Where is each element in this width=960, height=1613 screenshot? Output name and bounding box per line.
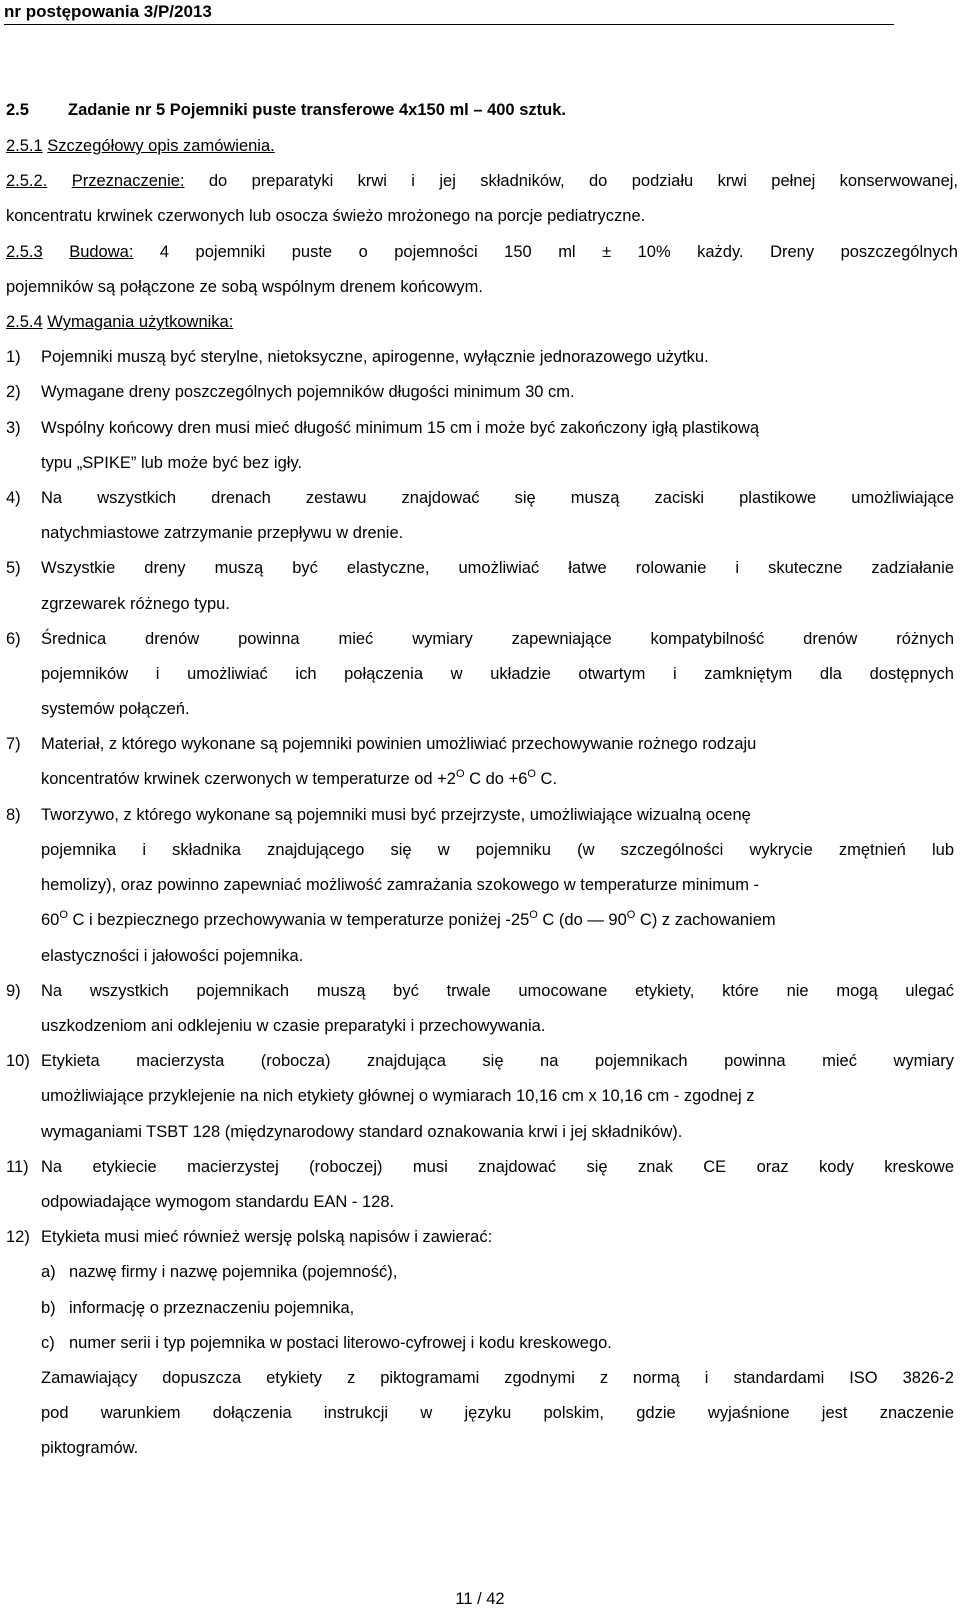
subsection-label: Przeznaczenie:	[71, 172, 185, 190]
item-number: 8)	[6, 806, 21, 824]
temperature-text: C i bezpiecznego przechowywania w temperaturze poniżej -25	[67, 911, 530, 929]
subsection-2-5-3	[6, 242, 958, 262]
page-number: 11 / 42	[455, 1590, 505, 1608]
item-10-text: Etykieta macierzysta (robocza) znajdująca się na pojemnikach powinna mieć wymiary	[41, 1052, 954, 1070]
item-2-text: Wymagane dreny poszczególnych pojemników długości minimum 30 cm.	[41, 383, 575, 401]
procedure-number: nr postępowania 3/P/2013	[4, 2, 212, 21]
subsection-label: Wymagania użytkownika:	[47, 313, 234, 331]
item-6-text: Średnica drenów powinna mieć wymiary zapewniające kompatybilność drenów różnych	[41, 630, 954, 648]
sub-item-a	[41, 1262, 954, 1282]
item-7-text: Materiał, z którego wykonane są pojemniki powinien umożliwiać przechowywanie rożnego rodzaju	[41, 735, 757, 753]
item-3-text-cont: typu „SPIKE” lub może być bez igły.	[41, 454, 303, 472]
sub-item-text: informację o przeznaczeniu pojemnika,	[69, 1299, 355, 1317]
paragraph-line: koncentratu krwinek czerwonych lub osocza świeżo mrożonego na porcje pediatryczne.	[6, 207, 646, 225]
degree-symbol: O	[626, 909, 636, 921]
item-6-text-cont: systemów połączeń.	[41, 700, 190, 718]
subsection-number: 2.5.4	[6, 313, 43, 331]
item-number: 7)	[6, 735, 21, 753]
item-12-note: Zamawiający dopuszcza etykiety z piktogramami zgodnymi z normą i standardami ISO 3826-2	[41, 1369, 954, 1387]
item-4-text-cont: natychmiastowe zatrzymanie przepływu w drenie.	[41, 524, 404, 542]
item-number: 9)	[6, 982, 21, 1000]
subsection-2-5-4	[6, 312, 958, 332]
sub-item-text: numer serii i typ pojemnika w postaci literowo-cyfrowej i kodu kreskowego.	[69, 1334, 612, 1352]
item-number: 11)	[6, 1158, 29, 1176]
subsection-label: Budowa:	[69, 243, 134, 261]
item-8-text-cont: pojemnika i składnika znajdującego się w pojemniku (w szczególności wykrycie zmętnień lub	[41, 841, 954, 859]
item-number: 3)	[6, 419, 21, 437]
subsection-title: Szczegółowy opis zamówienia.	[47, 137, 275, 155]
item-9-text-cont: uszkodzeniom ani odklejeniu w czasie preparatyki i przechowywania.	[41, 1017, 546, 1035]
section-heading	[6, 100, 958, 120]
temperature-text: C.	[535, 770, 558, 788]
degree-symbol: O	[59, 909, 68, 921]
item-8-text-cont: elastyczności i jałowości pojemnika.	[41, 947, 304, 965]
subsection-2-5-2	[6, 171, 958, 191]
sub-item-b	[41, 1298, 954, 1318]
item-number: 5)	[6, 559, 21, 577]
item-11-text-cont: odpowiadające wymogom standardu EAN - 128.	[41, 1193, 395, 1211]
subsection-number: 2.5.2.	[6, 172, 48, 190]
item-12-note-cont: piktogramów.	[41, 1439, 139, 1457]
item-12-text: Etykieta musi mieć również wersję polską napisów i zawierać:	[41, 1228, 493, 1246]
document-header	[4, 2, 894, 25]
item-number: 4)	[6, 489, 21, 507]
temperature-text: C) z zachowaniem	[635, 911, 776, 929]
item-8-text: Tworzywo, z którego wykonane są pojemniki musi być przejrzyste, umożliwiające wizualną ocenę	[41, 806, 751, 824]
item-4-text: Na wszystkich drenach zestawu znajdować się muszą zaciski plastikowe umożliwiające	[41, 489, 954, 507]
item-8-text-cont	[41, 910, 954, 930]
item-number: 1)	[6, 348, 21, 366]
item-10-text-cont: umożliwiające przyklejenie na nich etykiety głównej o wymiarach 10,16 cm x 10,16 cm - zgodnej z	[41, 1087, 755, 1105]
item-11-text: Na etykiecie macierzystej (roboczej) musi znajdować się znak CE oraz kody kreskowe	[41, 1158, 954, 1176]
item-7-text-cont	[41, 769, 954, 789]
section-number: 2.5	[6, 101, 29, 119]
sub-item-c	[41, 1333, 954, 1353]
item-number: 6)	[6, 630, 21, 648]
item-5-text: Wszystkie dreny muszą być elastyczne, umożliwiać łatwe rolowanie i skuteczne zadziałanie	[41, 559, 954, 577]
item-6-text-cont: pojemników i umożliwiać ich połączenia w układzie otwartym i zamkniętym dla dostępnych	[41, 665, 954, 683]
item-8-text-cont: hemolizy), oraz powinno zapewniać możliwość zamrażania szokowego w temperaturze minimum -	[41, 876, 760, 894]
paragraph-text: do preparatyki krwi i jej składników, do podziału krwi pełnej konserwowanej,	[184, 172, 958, 190]
item-10-text-cont: wymaganiami TSBT 128 (międzynarodowy standard oznakowania krwi i jej składników).	[41, 1123, 683, 1141]
paragraph-line: pojemników są połączone ze sobą wspólnym drenem końcowym.	[6, 278, 483, 296]
item-3-text: Wspólny końcowy dren musi mieć długość minimum 15 cm i może być zakończony igłą plastikową	[41, 419, 760, 437]
item-number: 10)	[6, 1052, 30, 1070]
degree-symbol: O	[455, 768, 465, 780]
section-title: Zadanie nr 5 Pojemniki puste transferowe 4x150 ml – 400 sztuk.	[68, 101, 566, 119]
item-number: 2)	[6, 383, 21, 401]
temperature-text: C (do — 90	[537, 911, 627, 929]
sub-item-text: nazwę firmy i nazwę pojemnika (pojemność),	[69, 1263, 398, 1281]
sub-item-letter: a)	[41, 1263, 56, 1281]
sub-item-letter: c)	[41, 1334, 55, 1352]
temperature-text: 60	[41, 911, 60, 929]
temperature-text: koncentratów krwinek czerwonych w temperaturze od +2	[41, 770, 456, 788]
item-9-text: Na wszystkich pojemnikach muszą być trwale umocowane etykiety, które nie mogą ulegać	[41, 982, 954, 1000]
temperature-text: C do +6	[464, 770, 528, 788]
sub-item-letter: b)	[41, 1299, 56, 1317]
subsection-2-5-1	[6, 136, 958, 156]
item-number: 12)	[6, 1228, 30, 1246]
degree-symbol: O	[529, 909, 538, 921]
degree-symbol: O	[527, 768, 536, 780]
item-5-text-cont: zgrzewarek różnego typu.	[41, 595, 230, 613]
subsection-number: 2.5.1	[6, 137, 43, 155]
item-12-note-cont: pod warunkiem dołączenia instrukcji w języku polskim, gdzie wyjaśnione jest znaczenie	[41, 1404, 954, 1422]
item-1-text: Pojemniki muszą być sterylne, nietoksyczne, apirogenne, wyłącznie jednorazowego użytku.	[41, 348, 709, 366]
paragraph-text: 4 pojemniki puste o pojemności 150 ml ± 10% każdy. Dreny poszczególnych	[133, 243, 958, 261]
subsection-number: 2.5.3	[6, 243, 43, 261]
